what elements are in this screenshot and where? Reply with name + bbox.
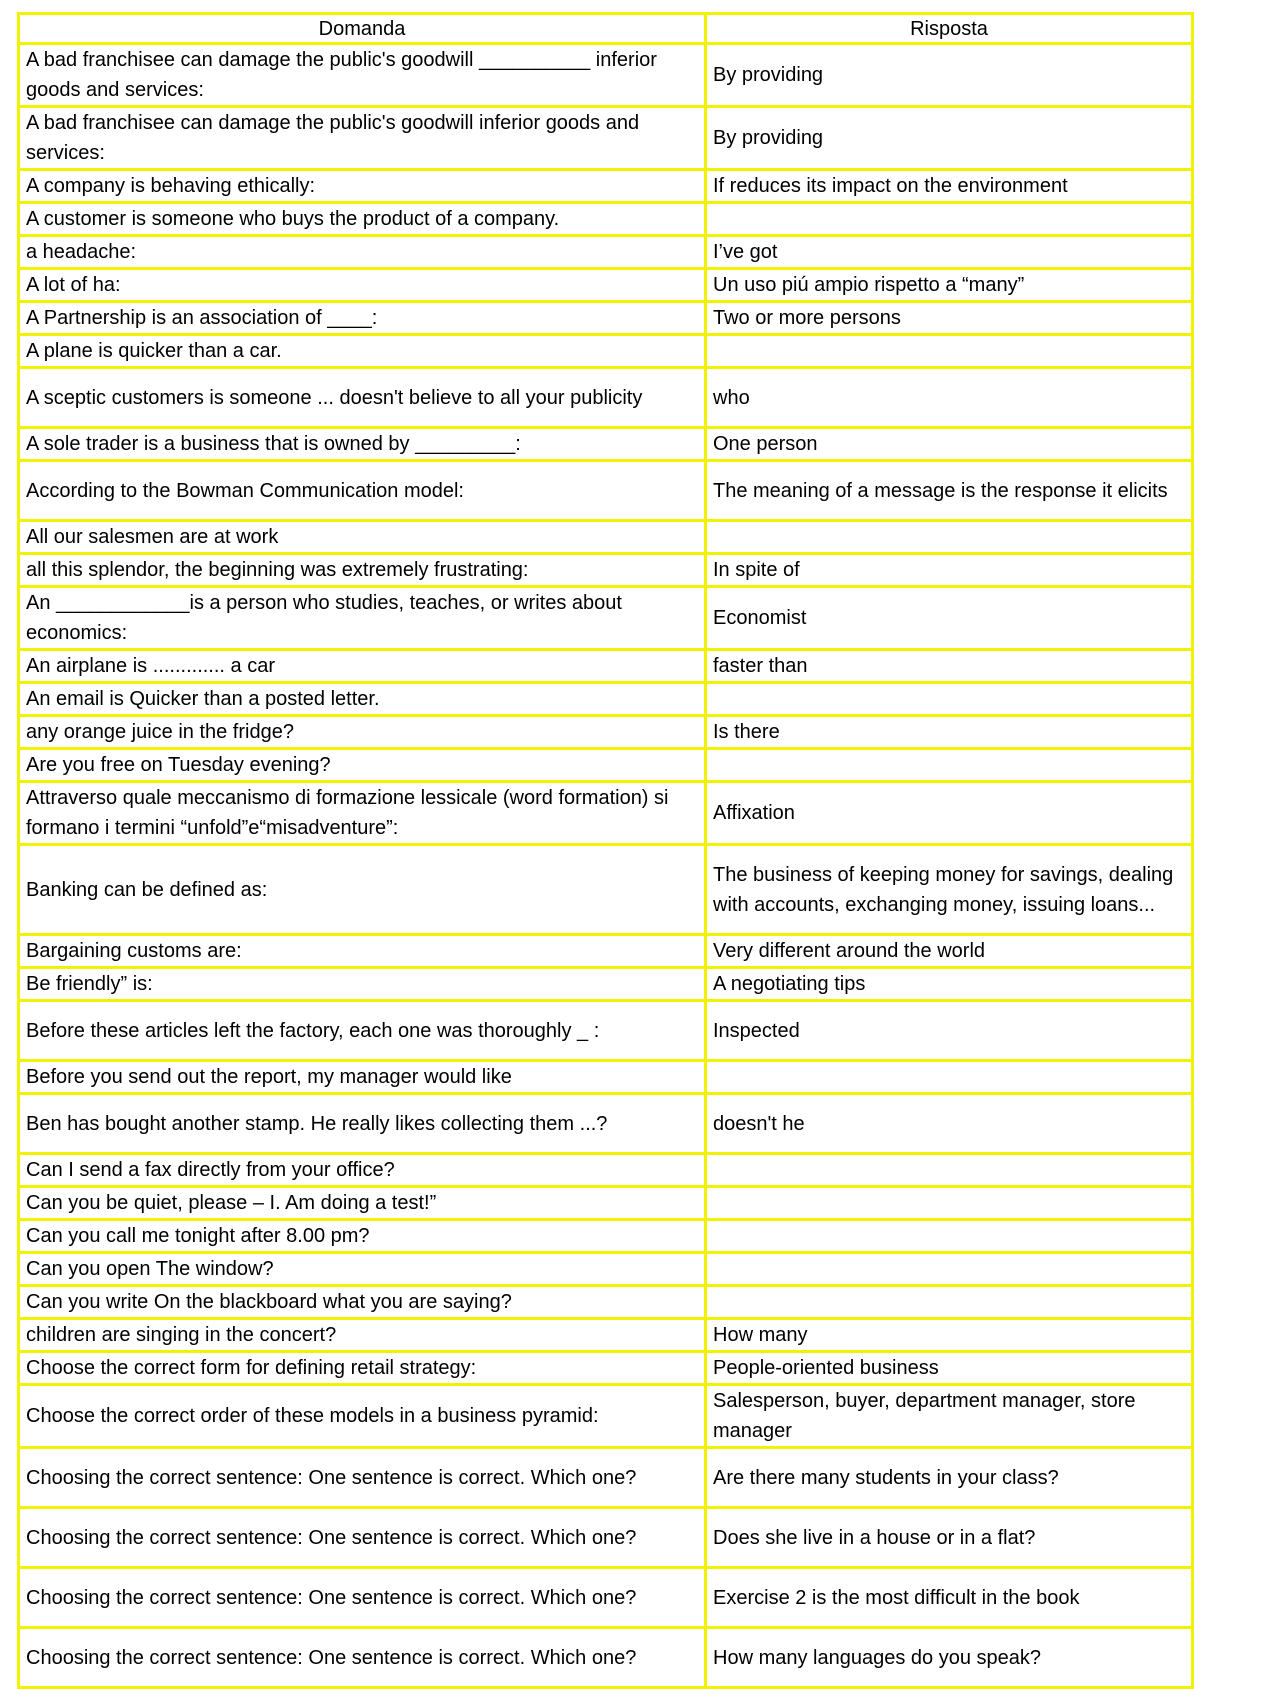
question-cell[interactable]: Can I send a fax directly from your office?	[19, 1154, 706, 1187]
answer-cell[interactable]	[706, 1286, 1193, 1319]
answer-cell[interactable]: Economist	[706, 587, 1193, 650]
table-row	[19, 236, 1193, 269]
answer-cell[interactable]: Exercise 2 is the most difficult in the book	[706, 1568, 1193, 1628]
answer-cell[interactable]: Un uso piú ampio rispetto a “many”	[706, 269, 1193, 302]
question-cell[interactable]: An email is Quicker than a posted letter.	[19, 683, 706, 716]
answer-cell[interactable]: Affixation	[706, 782, 1193, 845]
header-answer[interactable]: Risposta	[706, 14, 1193, 44]
answer-cell[interactable]: One person	[706, 428, 1193, 461]
table-row	[19, 716, 1193, 749]
answer-cell[interactable]	[706, 1187, 1193, 1220]
question-cell[interactable]: Be friendly” is:	[19, 968, 706, 1001]
qa-sheet	[17, 12, 1191, 1689]
answer-cell[interactable]: I’ve got	[706, 236, 1193, 269]
question-cell[interactable]: Choosing the correct sentence: One sentence is correct. Which one?	[19, 1448, 706, 1508]
table-row	[19, 1061, 1193, 1094]
table-row	[19, 935, 1193, 968]
answer-cell[interactable]: Two or more persons	[706, 302, 1193, 335]
question-cell[interactable]: A company is behaving ethically:	[19, 170, 706, 203]
answer-cell[interactable]	[706, 1061, 1193, 1094]
qa-table-body	[19, 44, 1193, 1688]
question-cell[interactable]: A plane is quicker than a car.	[19, 335, 706, 368]
question-cell[interactable]: An ____________is a person who studies, teaches, or writes about economics:	[19, 587, 706, 650]
question-cell[interactable]: A bad franchisee can damage the public's goodwill inferior goods and services:	[19, 107, 706, 170]
header-question[interactable]: Domanda	[19, 14, 706, 44]
answer-cell[interactable]	[706, 1220, 1193, 1253]
answer-cell[interactable]: Are there many students in your class?	[706, 1448, 1193, 1508]
question-cell[interactable]: Can you call me tonight after 8.00 pm?	[19, 1220, 706, 1253]
answer-cell[interactable]: By providing	[706, 44, 1193, 107]
table-row	[19, 368, 1193, 428]
table-row	[19, 1286, 1193, 1319]
question-cell[interactable]: Before you send out the report, my manager would like	[19, 1061, 706, 1094]
table-row	[19, 461, 1193, 521]
answer-cell[interactable]: In spite of	[706, 554, 1193, 587]
table-row	[19, 1154, 1193, 1187]
question-cell[interactable]: A customer is someone who buys the product of a company.	[19, 203, 706, 236]
question-cell[interactable]: A Partnership is an association of ____:	[19, 302, 706, 335]
table-row	[19, 1253, 1193, 1286]
table-row	[19, 1187, 1193, 1220]
qa-table	[17, 12, 1194, 1689]
answer-cell[interactable]: A negotiating tips	[706, 968, 1193, 1001]
answer-cell[interactable]: The meaning of a message is the response it elicits	[706, 461, 1193, 521]
table-row	[19, 1628, 1193, 1688]
question-cell[interactable]: An airplane is ............. a car	[19, 650, 706, 683]
table-row	[19, 968, 1193, 1001]
question-cell[interactable]: Can you open The window?	[19, 1253, 706, 1286]
question-cell[interactable]: A sole trader is a business that is owned by _________:	[19, 428, 706, 461]
table-row	[19, 521, 1193, 554]
question-cell[interactable]: A lot of ha:	[19, 269, 706, 302]
table-row	[19, 203, 1193, 236]
answer-cell[interactable]	[706, 203, 1193, 236]
answer-cell[interactable]	[706, 521, 1193, 554]
table-row	[19, 335, 1193, 368]
answer-cell[interactable]: doesn't he	[706, 1094, 1193, 1154]
question-cell[interactable]: Can you be quiet, please – I. Am doing a test!”	[19, 1187, 706, 1220]
table-row	[19, 1568, 1193, 1628]
question-cell[interactable]: Choose the correct form for defining retail strategy:	[19, 1352, 706, 1385]
table-row	[19, 428, 1193, 461]
answer-cell[interactable]: Very different around the world	[706, 935, 1193, 968]
table-row	[19, 683, 1193, 716]
table-row	[19, 1094, 1193, 1154]
table-row	[19, 554, 1193, 587]
table-row	[19, 1385, 1193, 1448]
table-row	[19, 1352, 1193, 1385]
question-cell[interactable]: Choosing the correct sentence: One sentence is correct. Which one?	[19, 1568, 706, 1628]
table-row	[19, 650, 1193, 683]
question-cell[interactable]: Can you write On the blackboard what you are saying?	[19, 1286, 706, 1319]
question-cell[interactable]: Banking can be defined as:	[19, 845, 706, 935]
question-cell[interactable]: All our salesmen are at work	[19, 521, 706, 554]
answer-cell[interactable]: faster than	[706, 650, 1193, 683]
table-row	[19, 170, 1193, 203]
table-row	[19, 302, 1193, 335]
question-cell[interactable]: Choose the correct order of these models in a business pyramid:	[19, 1385, 706, 1448]
answer-cell[interactable]: Does she live in a house or in a flat?	[706, 1508, 1193, 1568]
question-cell[interactable]: any orange juice in the fridge?	[19, 716, 706, 749]
header-row	[19, 14, 1193, 44]
table-row	[19, 1001, 1193, 1061]
question-cell[interactable]: Choosing the correct sentence: One sentence is correct. Which one?	[19, 1508, 706, 1568]
answer-cell[interactable]: Is there	[706, 716, 1193, 749]
answer-cell[interactable]: who	[706, 368, 1193, 428]
table-row	[19, 782, 1193, 845]
answer-cell[interactable]	[706, 1253, 1193, 1286]
question-cell[interactable]: A sceptic customers is someone ... doesn't believe to all your publicity	[19, 368, 706, 428]
answer-cell[interactable]	[706, 335, 1193, 368]
answer-cell[interactable]: Salesperson, buyer, department manager, store manager	[706, 1385, 1193, 1448]
question-cell[interactable]: a headache:	[19, 236, 706, 269]
table-row	[19, 1220, 1193, 1253]
question-cell[interactable]: According to the Bowman Communication model:	[19, 461, 706, 521]
table-row	[19, 107, 1193, 170]
table-row	[19, 749, 1193, 782]
question-cell[interactable]: A bad franchisee can damage the public's goodwill __________ inferior goods and services:	[19, 44, 706, 107]
answer-cell[interactable]: How many languages do you speak?	[706, 1628, 1193, 1688]
answer-cell[interactable]: By providing	[706, 107, 1193, 170]
answer-cell[interactable]: The business of keeping money for savings, dealing with accounts, exchanging money, issuing loans...	[706, 845, 1193, 935]
answer-cell[interactable]: People-oriented business	[706, 1352, 1193, 1385]
table-row	[19, 587, 1193, 650]
answer-cell[interactable]: How many	[706, 1319, 1193, 1352]
answer-cell[interactable]	[706, 1154, 1193, 1187]
question-cell[interactable]: children are singing in the concert?	[19, 1319, 706, 1352]
question-cell[interactable]: all this splendor, the beginning was extremely frustrating:	[19, 554, 706, 587]
question-cell[interactable]: Bargaining customs are:	[19, 935, 706, 968]
table-row	[19, 1508, 1193, 1568]
question-cell[interactable]: Are you free on Tuesday evening?	[19, 749, 706, 782]
answer-cell[interactable]	[706, 683, 1193, 716]
answer-cell[interactable]: If reduces its impact on the environment	[706, 170, 1193, 203]
question-cell[interactable]: Ben has bought another stamp. He really likes collecting them ...?	[19, 1094, 706, 1154]
question-cell[interactable]: Attraverso quale meccanismo di formazione lessicale (word formation) si formano i termini “unfold”e“misadventure”:	[19, 782, 706, 845]
table-row	[19, 269, 1193, 302]
question-cell[interactable]: Before these articles left the factory, each one was thoroughly _ :	[19, 1001, 706, 1061]
table-row	[19, 44, 1193, 107]
table-row	[19, 1319, 1193, 1352]
table-row	[19, 1448, 1193, 1508]
question-cell[interactable]: Choosing the correct sentence: One sentence is correct. Which one?	[19, 1628, 706, 1688]
answer-cell[interactable]	[706, 749, 1193, 782]
answer-cell[interactable]: Inspected	[706, 1001, 1193, 1061]
table-row	[19, 845, 1193, 935]
